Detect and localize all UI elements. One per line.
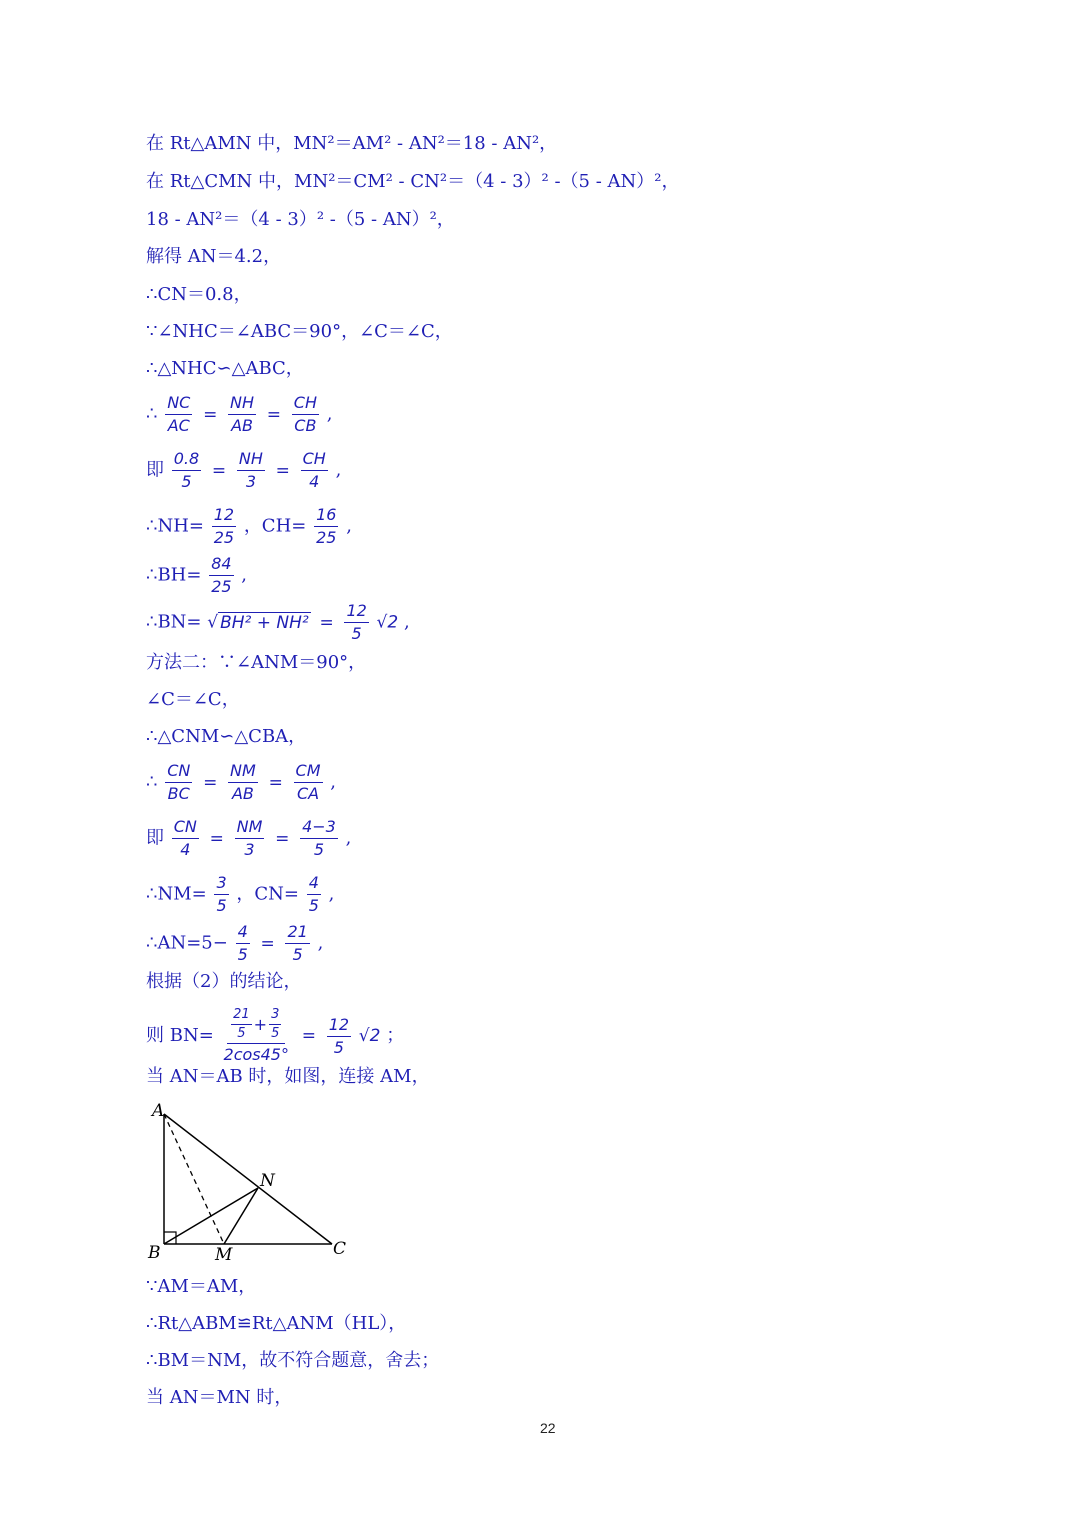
fraction: $\frac{NC}{AC}$ bbox=[167, 393, 191, 435]
fraction: $\frac{21}{5}$ bbox=[233, 1007, 250, 1041]
compound-fraction: $\frac{21}{5}$ + $\frac{3}{5}$ 2cos45° bbox=[223, 1007, 289, 1064]
fraction: $\frac{NM}{3}$ bbox=[236, 817, 263, 859]
label-m: M bbox=[215, 1245, 233, 1265]
label-c: C bbox=[333, 1239, 347, 1259]
line-2: 在 Rt△CMN 中，MN²＝CM² - CN²＝（4 - 3）² -（5 - AN）²， bbox=[146, 171, 680, 192]
line-19: ∴AN=5− $\frac{4}{5}$ = $\frac{21}{5}$ , bbox=[146, 922, 324, 964]
line-6: ∵∠NHC＝∠ABC＝90°，∠C＝∠C， bbox=[146, 321, 453, 342]
fraction: $\frac{CH}{CB}$ bbox=[293, 393, 317, 435]
segment-ac bbox=[164, 1114, 332, 1244]
segment-mn bbox=[224, 1188, 258, 1244]
fraction: $\frac{12}{5}$ bbox=[346, 601, 367, 643]
line-7: ∴△NHC∽△ABC， bbox=[146, 358, 304, 379]
line-4: 解得 AN＝4.2， bbox=[146, 246, 282, 267]
fraction: $\frac{0.8}{5}$ bbox=[173, 449, 200, 491]
line-23: ∵AM＝AM， bbox=[146, 1276, 257, 1297]
line-9-proportion: 即 $\frac{0.8}{5}$ = $\frac{NH}{3}$ = $\frac{CH}{4}$ , bbox=[146, 449, 342, 491]
sqrt-expression: √ BH² + NH² bbox=[207, 612, 309, 633]
line-16-proportion: ∴ $\frac{CN}{BC}$ = $\frac{NM}{AB}$ = $\frac{CM}{CA}$ , bbox=[146, 761, 336, 803]
fraction: $\frac{3}{5}$ bbox=[271, 1007, 280, 1041]
fraction: $\frac{4-3}{5}$ bbox=[302, 817, 336, 859]
line-14: ∠C＝∠C， bbox=[146, 689, 240, 710]
fraction: $\frac{CH}{4}$ bbox=[302, 449, 326, 491]
triangle-figure bbox=[140, 1098, 360, 1268]
fraction: $\frac{4}{5}$ bbox=[237, 922, 248, 964]
line-15: ∴△CNM∽△CBA， bbox=[146, 726, 307, 747]
segment-am-dashed bbox=[164, 1114, 224, 1244]
fraction: $\frac{NH}{3}$ bbox=[238, 449, 263, 491]
line-18: ∴NM= $\frac{3}{5}$ ，CN= $\frac{4}{5}$ , bbox=[146, 873, 335, 915]
label-b: B bbox=[148, 1243, 161, 1263]
line-11: ∴BH= $\frac{84}{25}$ , bbox=[146, 554, 248, 596]
line-25: ∴BM＝NM，故不符合题意，舍去； bbox=[146, 1350, 440, 1371]
fraction: $\frac{NH}{AB}$ bbox=[230, 393, 255, 435]
line-12: ∴BN= √ BH² + NH² = $\frac{12}{5}$ √2 , bbox=[146, 601, 410, 643]
fraction: $\frac{CM}{CA}$ bbox=[295, 761, 321, 803]
fraction: $\frac{84}{25}$ bbox=[211, 554, 232, 596]
line-26: 当 AN＝MN 时， bbox=[146, 1387, 293, 1408]
line-24: ∴Rt△ABM≌Rt△ANM（HL）， bbox=[146, 1313, 407, 1334]
fraction: $\frac{3}{5}$ bbox=[216, 873, 227, 915]
fraction: $\frac{NM}{AB}$ bbox=[230, 761, 256, 803]
line-1: 在 Rt△AMN 中，MN²＝AM² - AN²＝18 - AN²， bbox=[146, 133, 558, 154]
label-n: N bbox=[260, 1171, 275, 1191]
line-3: 18 - AN²＝（4 - 3）² -（5 - AN）²， bbox=[146, 209, 455, 230]
fraction: $\frac{4}{5}$ bbox=[308, 873, 319, 915]
fraction: $\frac{16}{25}$ bbox=[316, 505, 337, 547]
page-number: 22 bbox=[540, 1420, 556, 1436]
line-10: ∴NH= $\frac{12}{25}$ ，CH= $\frac{16}{25}$ , bbox=[146, 505, 352, 547]
fraction: $\frac{CN}{BC}$ bbox=[167, 761, 191, 803]
line-21: 则 BN= $\frac{21}{5}$ + $\frac{3}{5}$ 2cos45° = $\frac{12}{5}$ √2 ； bbox=[146, 1007, 405, 1064]
line-13: 方法二：∵∠ANM＝90°， bbox=[146, 652, 367, 673]
fraction: $\frac{12}{25}$ bbox=[213, 505, 235, 547]
line-20: 根据（2）的结论， bbox=[146, 971, 302, 992]
line-5: ∴CN＝0.8， bbox=[146, 284, 252, 305]
fraction: $\frac{CN}{4}$ bbox=[173, 817, 197, 859]
line-22: 当 AN＝AB 时，如图，连接 AM， bbox=[146, 1066, 430, 1087]
line-8-proportion: ∴ $\frac{NC}{AC}$ = $\frac{NH}{AB}$ = $\frac{CH}{CB}$ , bbox=[146, 393, 333, 435]
line-17-proportion: 即 $\frac{CN}{4}$ = $\frac{NM}{3}$ = $\frac{4-3}{5}$ , bbox=[146, 817, 352, 859]
segment-bn bbox=[164, 1188, 258, 1244]
label-a: A bbox=[152, 1101, 165, 1121]
fraction: $\frac{21}{5}$ bbox=[287, 922, 308, 964]
fraction: $\frac{12}{5}$ bbox=[328, 1014, 350, 1057]
